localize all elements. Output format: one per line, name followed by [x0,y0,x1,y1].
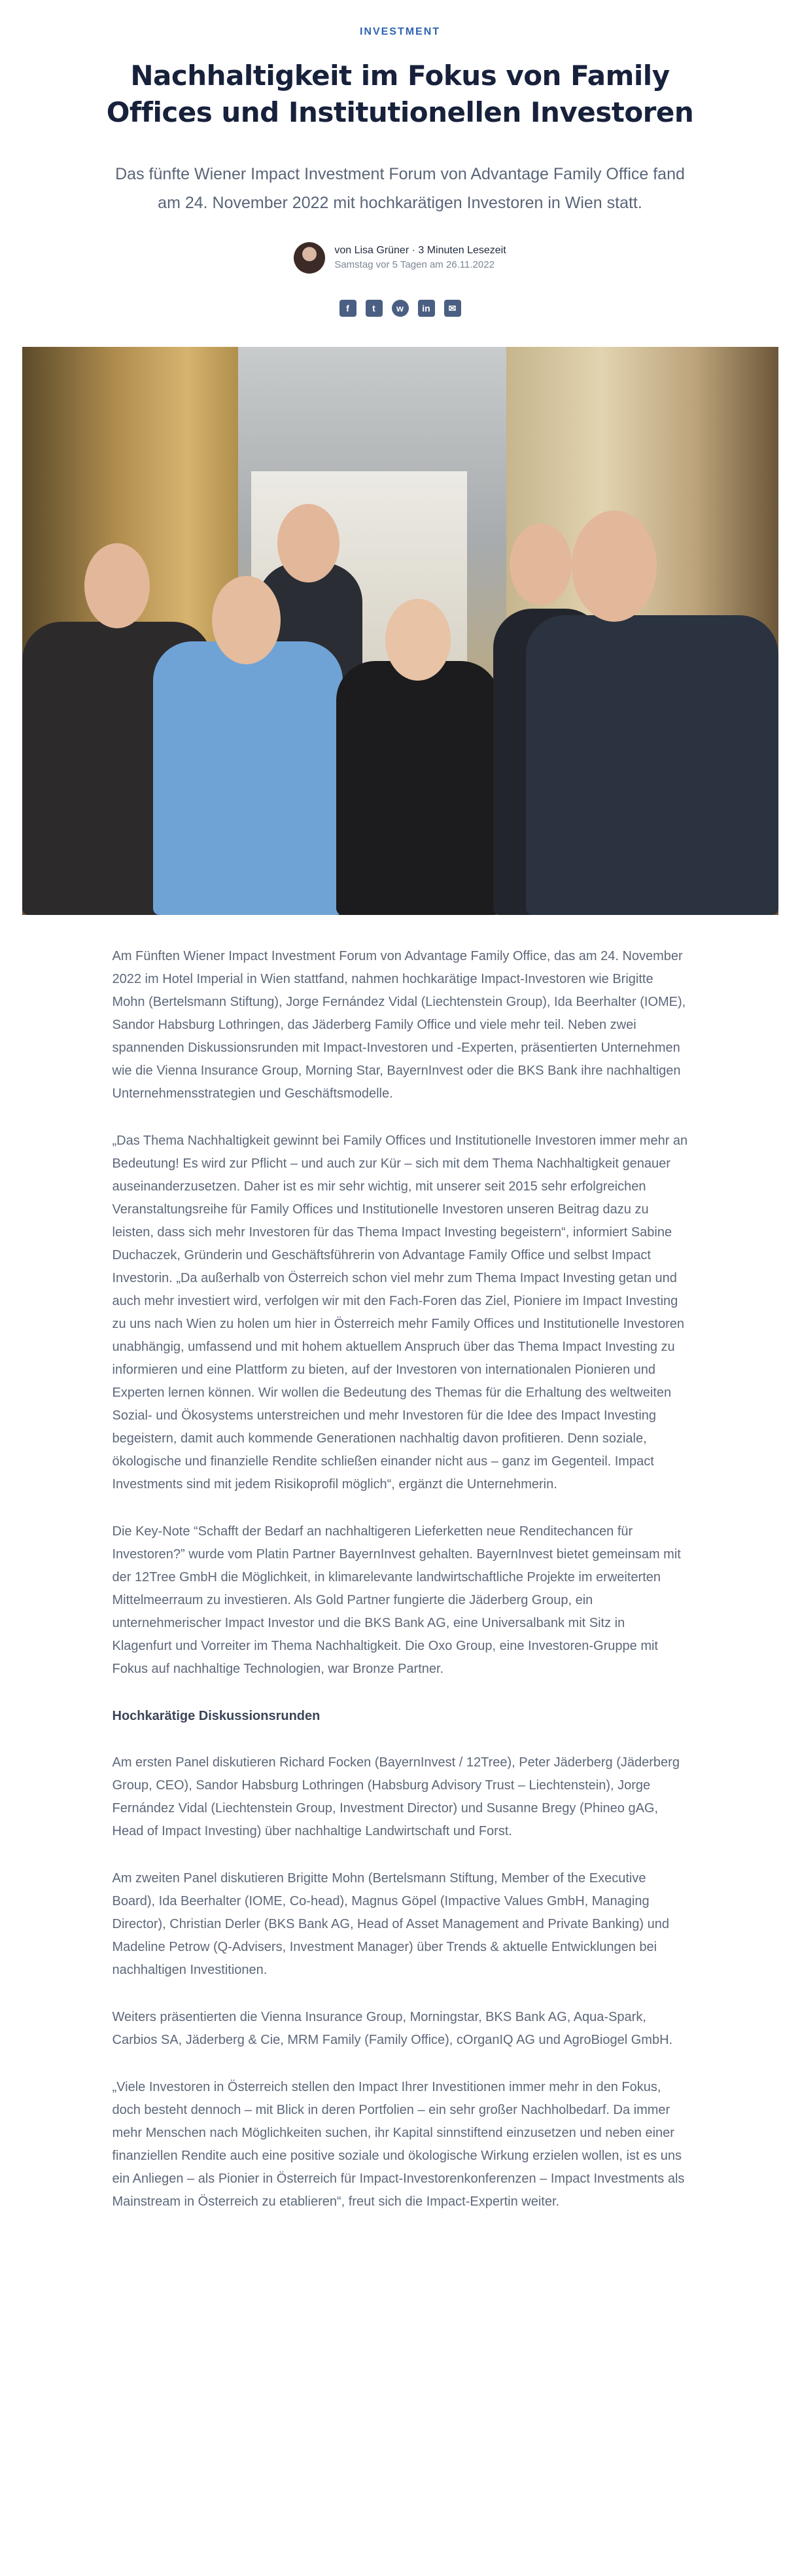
share-bar [0,300,800,317]
article-paragraph: Am zweiten Panel diskutieren Brigitte Mohn (Bertelsmann Stiftung, Member of the Executive Board), Ida Beerhalter (IOME, Co-head), Magnus Göpel (Impactive Values GmbH, Managing Director), Christian Derler (BKS Bank AG, Head of Asset Management and Private Banking) und Madeline Petrow (Q-Advisers, Investment Manager) über Trends & aktuelle Entwicklungen bei nachhaltigen Investitionen. [112,1871,670,1977]
page-title: Nachhaltigkeit im Fokus von Family Offices und Institutionellen Investoren [106,60,694,128]
photo-person-head [510,524,572,605]
category-link[interactable]: INVESTMENT [359,26,441,37]
photo-person-head [84,543,150,628]
article-paragraph: Am ersten Panel diskutieren Richard Focken (BayernInvest / 12Tree), Peter Jäderberg (Jäderberg Group, CEO), Sandor Habsburg Lothringen (Habsburg Advisory Trust – Liechtenstein), Jorge Fernández Vidal (Liechtenstein Group, Investment Director) und Susanne Bregy (Phineo gAG, Head of Impact Investing) über nachhaltige Landwirtschaft und Forst. [112,1755,680,1838]
article-body [113,945,688,2213]
whatsapp-icon[interactable]: w [392,300,409,317]
photo-person [336,661,500,915]
byline-author-line [334,243,506,258]
article-paragraph: „Viele Investoren in Österreich stellen den Impact Ihrer Investitionen immer mehr in den Fokus, doch besteht dennoch – mit Blick in deren Portfolien – ein sehr großer Nachholbedarf. Da immer mehr Menschen nach Möglichkeiten suchen, ihr Kapital sinnstiftend einzusetzen und neben einer finanziellen Rendite auch eine positive soziale und ökologische Wirkung erzielen wollen, ist es uns ein Anliegen – als Pionier in Österreich für Impact-Investorenkonferenzen – Impact Investments als Mainstream in Österreich zu etablieren“, freut sich die Impact-Expertin weiter. [112,2080,685,2209]
email-icon[interactable]: ✉ [444,300,461,317]
article-paragraph: „Das Thema Nachhaltigkeit gewinnt bei Family Offices und Institutionelle Investoren immer mehr an Bedeutung! Es wird zur Pflicht – und auch zur Kür – sich mit dem Thema Nachhaltigkeit genauer auseinanderzusetzen. Daher ist es mir sehr wichtig, mit unserer seit 2015 sehr erfolgreichen Veranstaltungsreihe für Family Offices und Institutionelle Investoren unseren Beitrag dazu zu leisten, dass sich mehr Investoren für das Thema Impact Investing begeistern“, informiert Sabine Duchaczek, Gründerin und Geschäftsführerin von Advantage Family Office und selbst Impact Investorin. „Da außerhalb von Österreich schon viel mehr zum Thema Impact Investing getan und auch mehr investiert wird, verfolgen wir mit den Fach-Foren das Ziel, Pioniere im Impact Investing zu uns nach Wien zu holen um hier in Österreich mehr Family Offices und Institutionelle Investoren unabhängig, umfassend und mit hohem aktuellem Anspruch über das Thema Impact Investing zu informieren und eine Plattform zu bieten, auf der Investoren von internationalen Pionieren und Experten lernen können. Wir wollen die Bedeutung des Themas für die Erhaltung des weltweiten Sozial- und Ökosystems unterstreichen und mehr Investoren für die Idee des Impact Investing begeistern, damit auch kommende Generationen nachhaltig davon profitieren. Denn soziale, ökologische und finanzielle Rendite schließen einander nicht aus – ganz im Gegenteil. Impact Investments sind mit jedem Risikoprofil möglich“, ergänzt die Unternehmerin. [112,1134,688,1492]
byline-prefix: von [334,245,355,256]
hero-photo [22,347,778,915]
section-heading: Hochkarätige Diskussionsrunden [112,1709,321,1723]
photo-person [153,641,343,915]
author-avatar[interactable] [294,242,325,274]
publish-date: Samstag vor 5 Tagen am 26.11.2022 [334,259,495,270]
reading-time: · 3 Minuten Lesezeit [409,245,506,256]
article-paragraph: Weiters präsentierten die Vienna Insurance Group, Morningstar, BKS Bank AG, Aqua-Spark, Carbios SA, Jäderberg & Cie, MRM Family (Family Office), cOrganIQ AG und AgroBiogel GmbH. [112,2010,673,2047]
article-header [0,0,800,317]
photo-person-head [385,599,451,681]
photo-person-head [212,576,281,664]
author-name[interactable]: Lisa Grüner [354,245,409,256]
photo-person-head [277,504,339,582]
twitter-icon[interactable]: t [366,300,383,317]
article-subtitle: Das fünfte Wiener Impact Investment Forum von Advantage Family Office fand am 24. November 2022 mit hochkarätigen Investoren in Wien statt. [115,165,685,212]
article-paragraph: Am Fünften Wiener Impact Investment Forum von Advantage Family Office, das am 24. November 2022 im Hotel Imperial in Wien stattfand, nahmen hochkarätige Impact-Investoren wie Brigitte Mohn (Bertelsmann Stiftung), Jorge Fernández Vidal (Liechtenstein Group), Ida Beerhalter (IOME), Sandor Habsburg Lothringen, das Jäderberg Family Office und viele mehr teil. Neben zwei spannenden Diskussionsrunden mit Impact-Investoren und -Experten, präsentierten Unternehmen wie die Vienna Insurance Group, Morning Star, BayernInvest oder die BKS Bank ihre nachhaltigen Unternehmensstrategien und Geschäftsmodelle. [112,949,686,1101]
facebook-icon[interactable]: f [339,300,357,317]
article-paragraph: Die Key-Note “Schafft der Bedarf an nachhaltigeren Lieferketten neue Renditechancen für Investoren?” wurde vom Platin Partner BayernInvest gehalten. BayernInvest bietet gemeinsam mit der 12Tree GmbH die Möglichkeit, in klimarelevante landwirtschaftliche Projekte im erweiterten Mittelmeerraum zu investieren. Als Gold Partner fungierte die Jäderberg Group, ein unternehmerischer Impact Investor und die BKS Bank AG, eine Universalbank mit Sitz in Klagenfurt und Vorreiter im Thema Nachhaltigkeit. Die Oxo Group, eine Investoren-Gruppe mit Fokus auf nachhaltige Technologien, war Bronze Partner. [112,1524,681,1676]
photo-person [526,615,778,915]
byline [0,242,800,274]
linkedin-icon[interactable]: in [418,300,435,317]
byline-text [334,243,506,272]
photo-person-head [572,510,657,622]
